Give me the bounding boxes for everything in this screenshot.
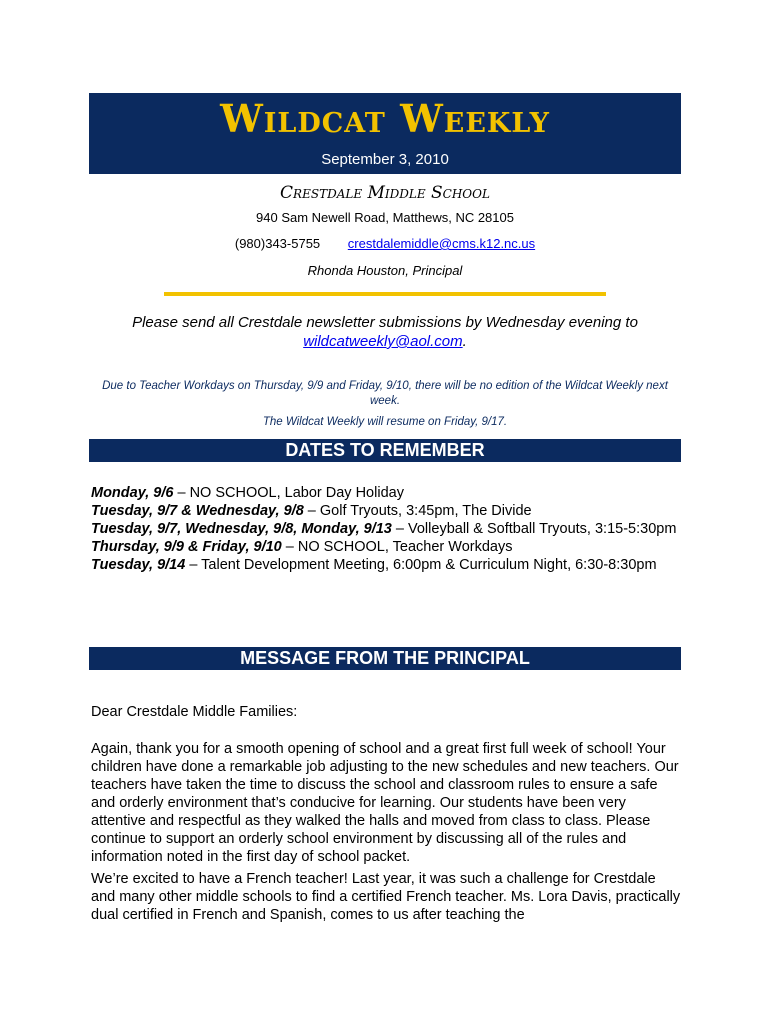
newsletter-title: Wildcat Weekly [220, 96, 550, 141]
school-contact [0, 236, 770, 251]
greeting: Dear Crestdale Middle Families: [91, 704, 298, 720]
date-item [91, 484, 681, 502]
no-edition-notice: Due to Teacher Workdays on Thursday, 9/9 and Friday, 9/10, there will be no edition of the Wildcat Weekly next week. [102, 380, 668, 407]
date-label: Thursday, 9/9 & Friday, 9/10 [91, 539, 282, 555]
date-description: – NO SCHOOL, Labor Day Holiday [173, 485, 404, 501]
dates-heading: DATES TO REMEMBER [89, 439, 681, 462]
issue-date: September 3, 2010 [321, 151, 449, 168]
submission-text: Please send all Crestdale newsletter submissions by Wednesday evening to [132, 314, 638, 331]
submission-note [110, 313, 660, 351]
date-description: – Volleyball & Softball Tryouts, 3:15-5:30pm [391, 521, 677, 537]
date-description: – NO SCHOOL, Teacher Workdays [281, 539, 513, 555]
divider [164, 292, 606, 296]
message-paragraph: We’re excited to have a French teacher! Last year, it was such a challenge for Crestdale and many other middle schools to find a certified French teacher. Ms. Lora Davis, practically dual certified in French and Spanish, comes to us after teaching the [91, 871, 681, 923]
school-name: Crestdale Middle School [280, 183, 490, 203]
school-phone: (980)343-5755 [234, 236, 321, 251]
date-label: Tuesday, 9/14 [91, 557, 186, 573]
date-description: – Golf Tryouts, 3:45pm, The Divide [303, 503, 532, 519]
school-email-link[interactable]: crestdalemiddle@cms.k12.nc.us [347, 236, 536, 251]
date-item [91, 538, 681, 556]
principal-name: Rhonda Houston, Principal [307, 263, 463, 278]
date-label: Tuesday, 9/7, Wednesday, 9/8, Monday, 9/13 [91, 521, 392, 537]
submission-end: . [462, 333, 467, 350]
school-address: 940 Sam Newell Road, Matthews, NC 28105 [256, 210, 514, 225]
date-item [91, 502, 681, 520]
date-item [91, 556, 681, 574]
dates-list [91, 484, 681, 574]
resume-notice: The Wildcat Weekly will resume on Friday, 9/17. [262, 416, 508, 428]
message-paragraph: Again, thank you for a smooth opening of school and a great first full week of school! Your children have done a remarkable job adjusting to the new schedules and new teachers. Our teachers have taken the time to discuss the school and classroom rules to ensure a safe and orderly environment that’s conducive for learning. Our students have been very attentive and respectful as they walked the halls and moved from class to class. Please continue to support an orderly school environment by discussing all of the rules and information noted in the first day of school packet. [91, 741, 679, 865]
date-description: – Talent Development Meeting, 6:00pm & Curriculum Night, 6:30-8:30pm [185, 557, 657, 573]
date-item [91, 520, 681, 538]
submission-email-link[interactable]: wildcatweekly@aol.com [303, 333, 463, 350]
newsletter-banner [89, 93, 681, 174]
date-label: Tuesday, 9/7 & Wednesday, 9/8 [91, 503, 304, 519]
principal-message-heading: MESSAGE FROM THE PRINCIPAL [89, 647, 681, 670]
date-label: Monday, 9/6 [91, 485, 174, 501]
